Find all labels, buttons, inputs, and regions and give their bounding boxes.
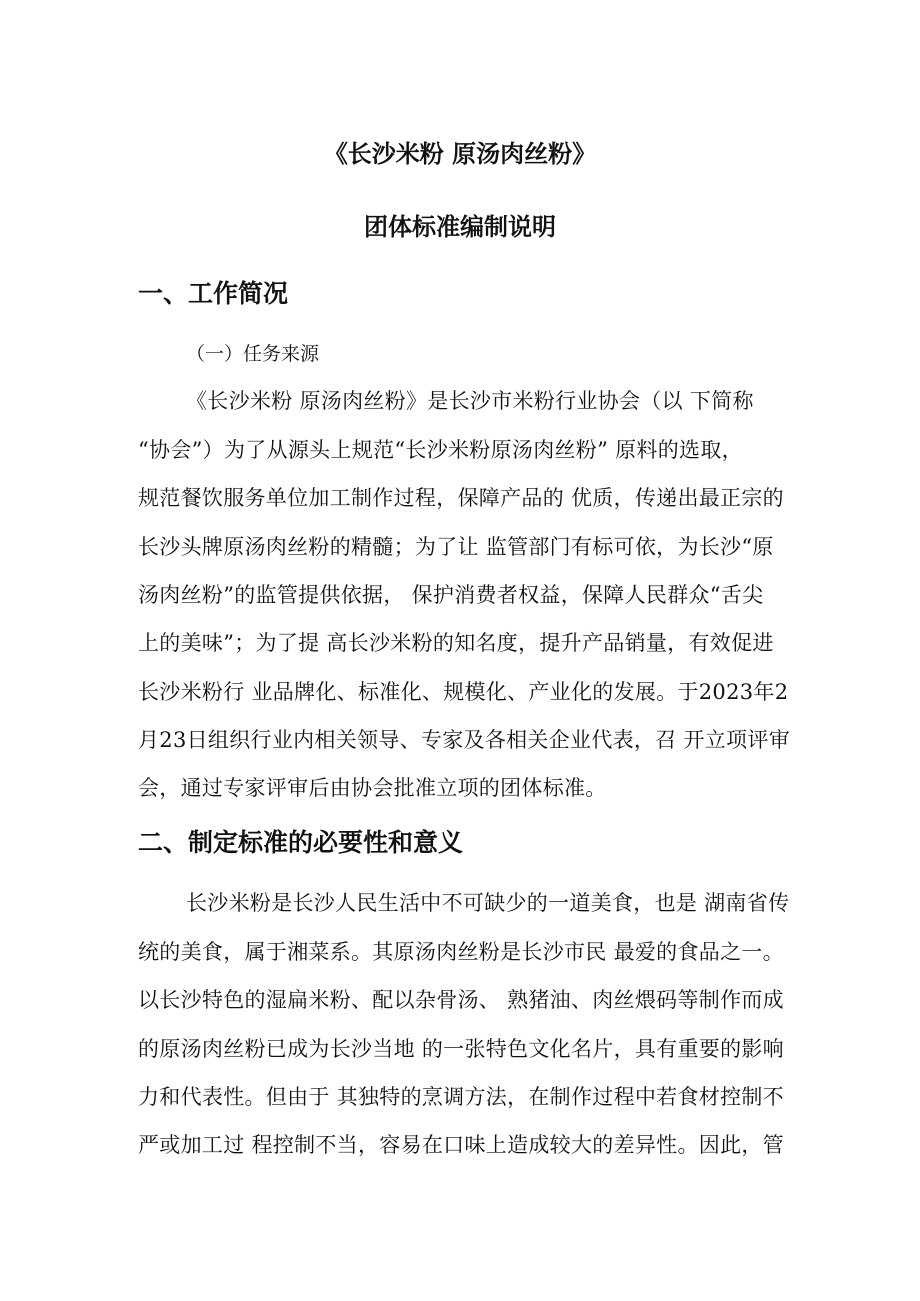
paragraph-line: 上的美味”；为了提 高长沙米粉的知名度，提升产品销量，有效促进 (138, 631, 774, 655)
paragraph-line: 长沙头牌原汤肉丝粉的精髓；为了让 监管部门有标可依，为长沙“原 (138, 535, 774, 559)
paragraph-line: 的原汤肉丝粉已成为长沙当地 的一张特色文化名片，具有重要的影响 (138, 1037, 784, 1061)
paragraph-line: 以长沙特色的湿扁米粉、配以杂骨汤、 熟猪油、肉丝煨码等制作而成 (138, 988, 784, 1012)
paragraph-line: 统的美食，属于湘菜系。其原汤肉丝粉是长沙市民 最爱的食品之一。 (138, 940, 784, 964)
paragraph-line: 长沙米粉行 业品牌化、标准化、规模化、产业化的发展。于2023年2 (138, 680, 789, 704)
paragraph-line: 力和代表性。但由于 其独特的烹调方法，在制作过程中若食材控制不 (138, 1085, 784, 1109)
paragraph-line: 规范餐饮服务单位加工制作过程，保障产品的 优质，传递出最正宗的 (138, 486, 784, 510)
paragraph-line: 长沙米粉是长沙人民生活中不可缺少的一道美食，也是 湖南省传 (186, 891, 790, 915)
document-subtitle: 团体标准编制说明 (364, 213, 556, 241)
paragraph-line: 严或加工过 程控制不当，容易在口味上造成较大的差异性。因此，管 (138, 1133, 784, 1157)
paragraph-line: 《长沙米粉 原汤肉丝粉》是长沙市米粉行业协会（以 下简称 (186, 389, 754, 413)
document-title: 《长沙米粉 原汤肉丝粉》 (323, 140, 597, 168)
paragraph-line: 月23日组织行业内相关领导、专家及各相关企业代表，召 开立项评审 (138, 728, 790, 752)
section-heading-work-overview: 一、工作简况 (138, 279, 289, 308)
paragraph-line: 汤肉丝粉”的监管提供依据， 保护消费者权益，保障人民群众“舌尖 (138, 583, 764, 607)
subsection-heading-task-source: （一）任务来源 (186, 343, 320, 365)
paragraph-line: 会，通过专家评审后由协会批准立项的团体标准。 (138, 776, 607, 800)
paragraph-line: “协会”）为了从源头上规范“长沙米粉原汤肉丝粉” 原料的选取， (138, 438, 743, 462)
section-heading-necessity: 二、制定标准的必要性和意义 (138, 828, 464, 857)
